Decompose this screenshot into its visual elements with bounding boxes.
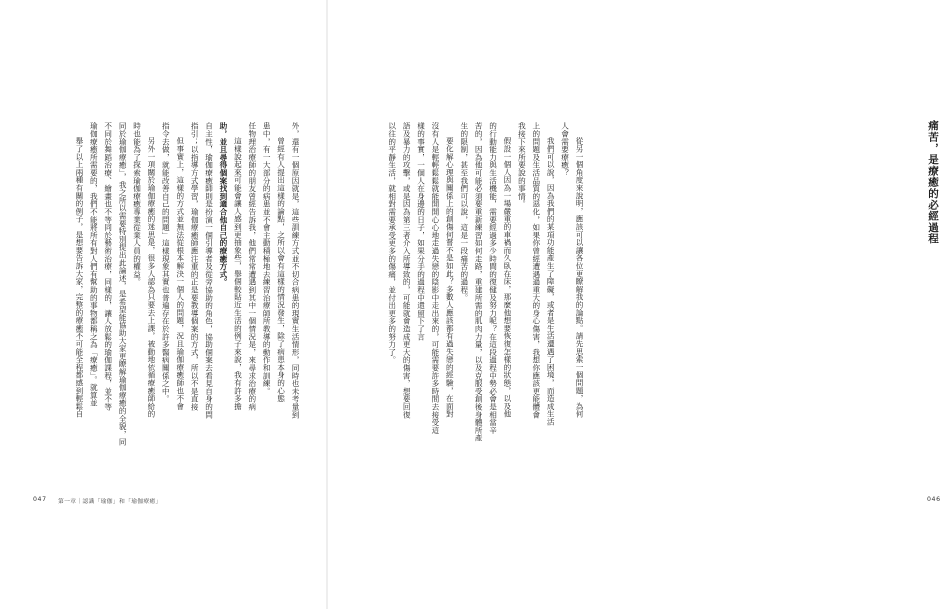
paragraph: 的行動能力與生活機能，需要經過多少時間的復健及努力呢？在這段過程中勢必會是相當辛	[488, 122, 498, 434]
paragraph: 上的問題及生活品質的惡化，如果你曾經遭遇過重大的身心傷害，我想你應該更能體會	[531, 122, 541, 419]
paragraph: 以往的平靜生活，就相對需要承受更多的傷痛，並付出更多的努力了。	[387, 122, 397, 364]
running-head: 第一章｜認識「瑜伽」和「瑜伽療癒」	[58, 499, 162, 505]
paragraph: 不同於舞蹈治療、繪畫也不等同於藝術治療，同樣的，讓人放鬆的瑜伽課程，並不等	[103, 122, 113, 411]
paragraph: 生的限制，甚至我們可以說，這是一段痛苦的過程。	[459, 122, 469, 302]
left-page-body	[32, 122, 302, 538]
paragraph: 瑜伽療癒所需要的，我們不能將所有對人們有幫助的事物都稱之為「療癒」。就算並	[89, 122, 99, 407]
paragraph: 要化解心理與關係上的創傷何嘗不是如此？多數人應該都有過失戀的經驗，在面對	[445, 137, 455, 418]
paragraph: 指令去做，就能改善自己的問題」這樣現象其實也普遍存在於許多醫病關係之中。	[161, 122, 171, 403]
paragraph: 任物理治療師的朋友曾經告訴我，他們常常遭遇到其中一個情況是，來尋求治療的病	[247, 122, 257, 411]
paragraph: 假設一個人因為一場嚴重的車禍而久臥在床，那麼他想要恢復怎樣的狀態，以及他	[502, 137, 512, 418]
right-page-number: 046	[927, 496, 941, 503]
paragraph: 我們可以說，因為我們的某項功能產生了障礙，或者是生活遭遇了困境，而造成生活	[546, 137, 556, 426]
paragraph: 助，並且尋得個案找到適合他自己的療癒方式。	[218, 122, 228, 286]
paragraph: 人會需要療癒？	[560, 122, 570, 177]
paragraph: 我接下來所要說的事情。	[517, 122, 527, 208]
paragraph: 曾經有人提出這樣的論點，之所以會有這樣的情況發生，除了病患本身的心態	[276, 137, 286, 403]
paragraph: 但事實上，這樣的方式並無法從根本解決一個人的問題，況且瑜伽療癒師也不會	[175, 137, 185, 411]
paragraph: 苦的，因為他可能必須要重新練習如何走路，重建所需的肌肉力量，以及克服受創後身體所產	[474, 122, 484, 442]
paragraph: 患中，有一大部分的病患並不會主動積極地去練習治療師所教導的動作和訓練。	[262, 122, 272, 395]
right-page-body	[356, 122, 586, 538]
paragraph: 語及暴力的攻擊，或是因為第三者介入所導致的，可能就會造成更大的傷害，想要回復	[402, 122, 412, 419]
paragraph: 同於瑜伽療癒」，我之所以需要特別提出此論述，是希望能協助大家更瞭解瑜伽療癒的全貌，同	[118, 122, 128, 446]
paragraph: 舉了以上兩種有關的例子，是想要告訴大家，完整的療癒不可能全程都感到輕鬆自	[74, 137, 84, 418]
paragraph: 外，還有一個原因就是，這些訓練方式並不切合病患的現實生活情形，同時也未考量到	[291, 122, 300, 419]
paragraph: 這樣說起來可能會讓人感到更抽象些，舉個較貼近生活的例子來說，我有許多擔	[233, 137, 243, 411]
paragraph: 時也能為了探索瑜伽療癒專業從業人員的權益。	[132, 122, 142, 286]
paragraph: 沒有人是輕輕鬆鬆就能開開心心地走過失戀的陰影中走出來的，可能需要許多時間去接受這	[430, 122, 440, 434]
left-page-number: 047	[33, 496, 47, 503]
section-heading: 痛苦，是療癒的必經過程	[927, 120, 939, 245]
paragraph: 指引；以指導方式學習，瑜伽療癒師應注重的正是要教導個案的方式，所以不是直接	[190, 122, 200, 411]
paragraph: 自主性，瑜伽療癒師則是扮演一個引導者及從旁協助的角色，協助個案去看見自身的問	[204, 122, 214, 419]
left-page	[0, 0, 327, 609]
paragraph: 從另一個角度來說明，應該可以讓各位更瞭解我的論點。請先思索一個問題，為何	[575, 137, 584, 418]
paragraph: 樣的事實，一個人在身邊的日子，如果分手的過程中還留下了言	[416, 122, 426, 341]
paragraph: 另外一項關於瑜伽療癒的迷思是，很多人認為只要去上課，被動地依循療癒師給的	[146, 137, 156, 418]
